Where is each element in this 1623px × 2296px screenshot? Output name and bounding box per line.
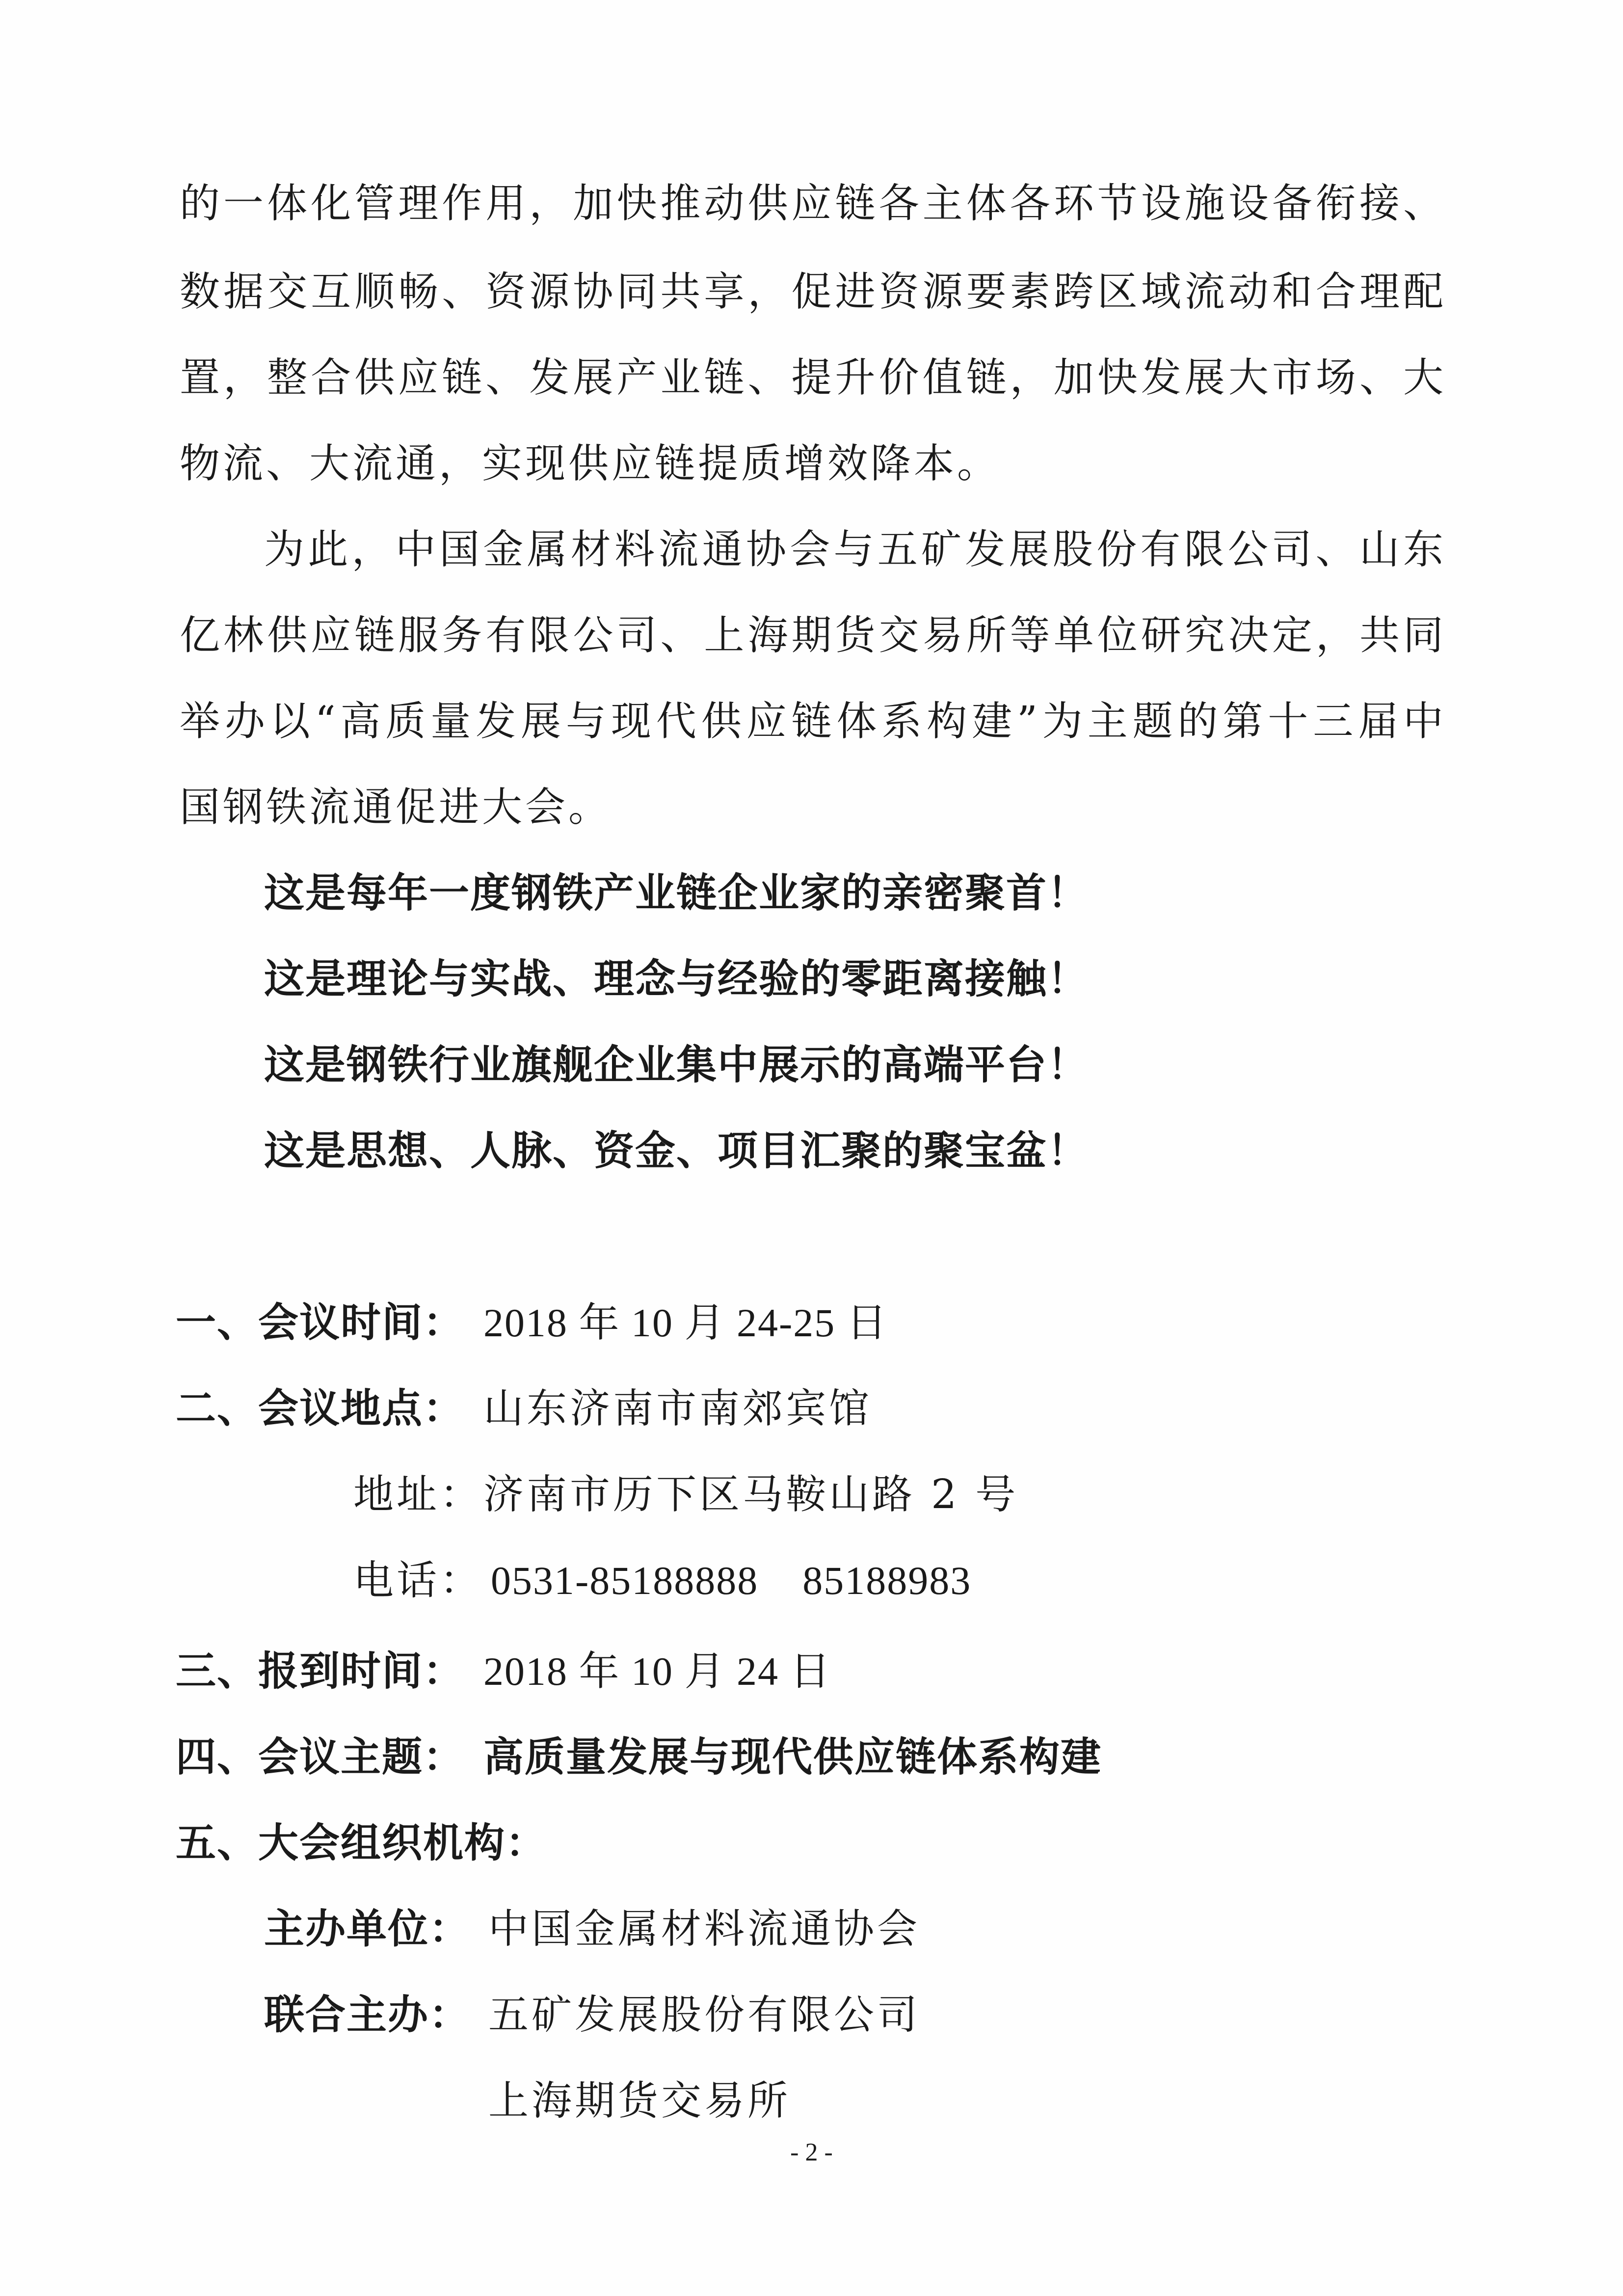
paragraph-1-line-1: 的一体化管理作用，加快推动供应链各主体各环节设施设备衔接、 <box>180 180 1443 227</box>
section-1-value: 2018 年 10 月 24-25 日 <box>483 1300 888 1345</box>
address-value: 济南市历下区马鞍山路 2 号 <box>483 1471 1019 1518</box>
section-4-heading: 四、会议主题： <box>176 1734 465 1781</box>
address-label: 地址： <box>353 1471 483 1518</box>
phone-label: 电话： <box>353 1557 483 1604</box>
host-value: 中国金属材料流通协会 <box>488 1906 921 1952</box>
cohost-value-1: 五矿发展股份有限公司 <box>488 1992 921 2038</box>
section-4-value: 高质量发展与现代供应链体系构建 <box>483 1734 1102 1781</box>
slogan-4: 这是思想、人脉、资金、项目汇聚的聚宝盆！ <box>264 1128 1089 1174</box>
page-number: - 2 - <box>790 2138 833 2166</box>
section-5-heading: 五、大会组织机构： <box>176 1820 547 1866</box>
phone-value: 0531-85188888 85188983 <box>491 1558 972 1603</box>
paragraph-1-line-3: 置，整合供应链、发展产业链、提升价值链，加快发展大市场、大 <box>180 354 1443 401</box>
paragraph-2-line-4: 国钢铁流通促进大会。 <box>180 784 612 831</box>
section-3-value: 2018 年 10 月 24 日 <box>483 1649 831 1694</box>
section-2-heading: 二、会议地点： <box>176 1385 465 1432</box>
section-3-heading: 三、报到时间： <box>176 1648 465 1695</box>
paragraph-2-line-3: 举办以“高质量发展与现代供应链体系构建”为主题的第十三届中 <box>180 698 1443 745</box>
slogan-3: 这是钢铁行业旗舰企业集中展示的高端平台！ <box>264 1042 1089 1088</box>
paragraph-1-line-2: 数据交互顺畅、资源协同共享，促进资源要素跨区域流动和合理配 <box>180 269 1443 315</box>
slogan-2: 这是理论与实战、理念与经验的零距离接触！ <box>264 956 1089 1002</box>
section-1-heading: 一、会议时间： <box>176 1299 465 1346</box>
slogan-1: 这是每年一度钢铁产业链企业家的亲密聚首！ <box>264 870 1089 917</box>
paragraph-1-line-4: 物流、大流通，实现供应链提质增效降本。 <box>180 440 1001 487</box>
paragraph-2-line-2: 亿林供应链服务有限公司、上海期货交易所等单位研究决定，共同 <box>180 612 1443 659</box>
paragraph-2-line-1: 为此，中国金属材料流通协会与五矿发展股份有限公司、山东 <box>264 526 1443 573</box>
host-label: 主办单位： <box>264 1906 471 1952</box>
cohost-label: 联合主办： <box>264 1992 471 2038</box>
section-2-value: 山东济南市南郊宾馆 <box>483 1385 873 1432</box>
cohost-value-2: 上海期货交易所 <box>488 2078 791 2124</box>
